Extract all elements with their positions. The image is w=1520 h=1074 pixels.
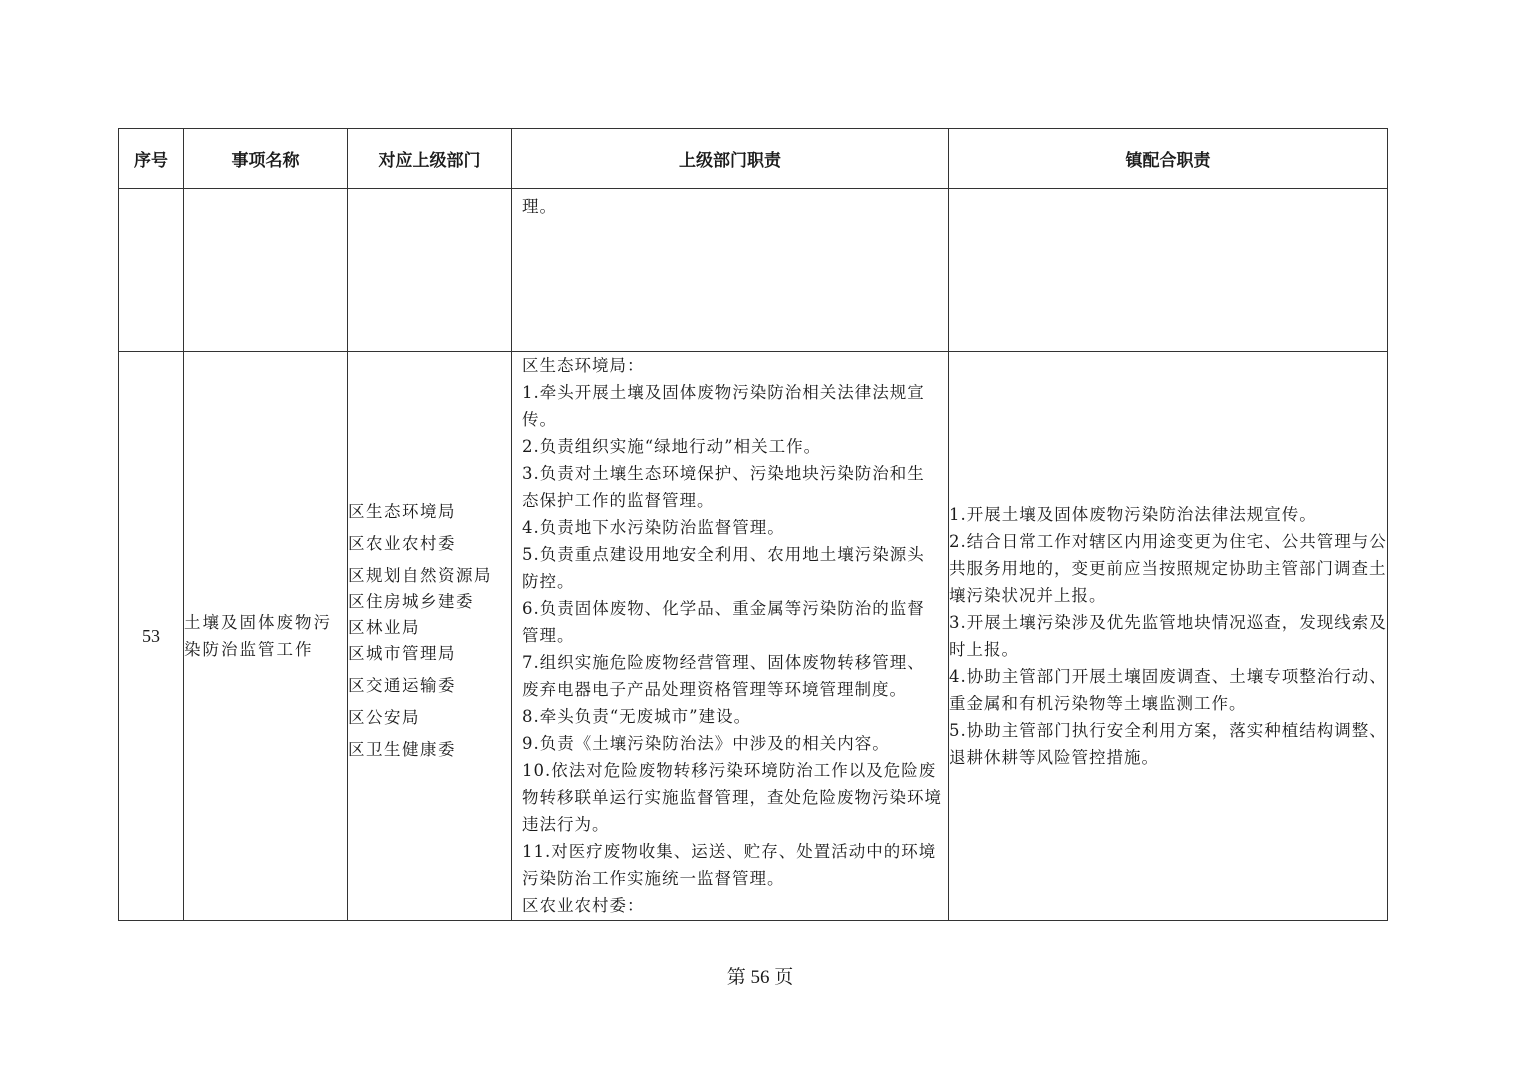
table-row xyxy=(119,352,1388,921)
continued-dept-cell xyxy=(348,189,512,352)
dept-item: 区生态环境局 xyxy=(348,502,456,521)
town-coop-text: 1.开展土壤及固体废物污染防治法律法规宣传。 2.结合日常工作对辖区内用途变更为住宅、公共管理与公共服务用地的，变更前应当按照规定协助主管部门调查土壤污染状况并上报。 3.开展土壤污染涉及优先监管地块情况巡查，发现线索及时上报。 4.协助主管部门开展土壤固废调查、土壤专项整治行动、重金属和有机污染物等土壤监测工作。 5.协助主管部门执行安全利用方案，落实种植结构调整、退耕休耕等风险管控措施。 xyxy=(949,505,1387,767)
dept-item: 区林业局 xyxy=(348,618,420,637)
dept-item: 区住房城乡建委 xyxy=(348,592,474,611)
header-superior-dept: 对应上级部门 xyxy=(348,129,512,189)
dept-item: 区卫生健康委 xyxy=(348,740,456,759)
item-name-text: 土壤及固体废物污染防治监管工作 xyxy=(184,613,332,659)
duty-table xyxy=(118,128,1388,921)
item-name-cell xyxy=(184,352,348,921)
continued-duty-text: 理。 xyxy=(522,197,557,216)
dept-list xyxy=(348,501,511,761)
dept-item: 区城市管理局 xyxy=(348,644,456,663)
superior-duty-text: 区生态环境局： 1.牵头开展土壤及固体废物污染防治相关法律法规宣传。 2.负责组织实施“绿地行动”相关工作。 3.负责对土壤生态环境保护、污染地块污染防治和生态保护工作的监督管理。 4.负责地下水污染防治监督管理。 5.负责重点建设用地安全利用、农用地土壤污染源头防控。 6.负责固体废物、化学品、重金属等污染防治的监督管理。 7.组织实施危险废物经营管理、固体废物转移管理、废弃电器电子产品处理资格管理等环境管理制度。 8.牵头负责“无废城市”建设。 9.负责《土壤污染防治法》中涉及的相关内容。 10.依法对危险废物转移污染环境防治工作以及危险废物转移联单运行实施监督管理，查处危险废物污染环境违法行为。 11.对医疗废物收集、运送、贮存、处置活动中的环境污染防治工作实施统一监督管理。 区农业农村委： xyxy=(522,356,942,915)
dept-cell xyxy=(348,352,512,921)
dept-item: 区公安局 xyxy=(348,708,420,727)
continued-seq-cell xyxy=(119,189,184,352)
header-superior-duty: 上级部门职责 xyxy=(512,129,949,189)
continued-duty-cell xyxy=(512,189,949,352)
continued-item-cell xyxy=(184,189,348,352)
header-item-name: 事项名称 xyxy=(184,129,348,189)
dept-item: 区交通运输委 xyxy=(348,676,456,695)
table-header-row xyxy=(119,129,1388,189)
page-number: 第 56 页 xyxy=(726,967,794,988)
dept-item: 区农业农村委 xyxy=(348,534,456,553)
seq-cell: 53 xyxy=(119,352,184,921)
superior-duty-cell xyxy=(512,352,949,921)
header-seq: 序号 xyxy=(119,129,184,189)
town-coop-cell xyxy=(949,352,1388,921)
continued-coop-cell xyxy=(949,189,1388,352)
table-row-continued xyxy=(119,189,1388,352)
header-town-cooperation: 镇配合职责 xyxy=(949,129,1388,189)
dept-item: 区规划自然资源局 xyxy=(348,566,492,585)
